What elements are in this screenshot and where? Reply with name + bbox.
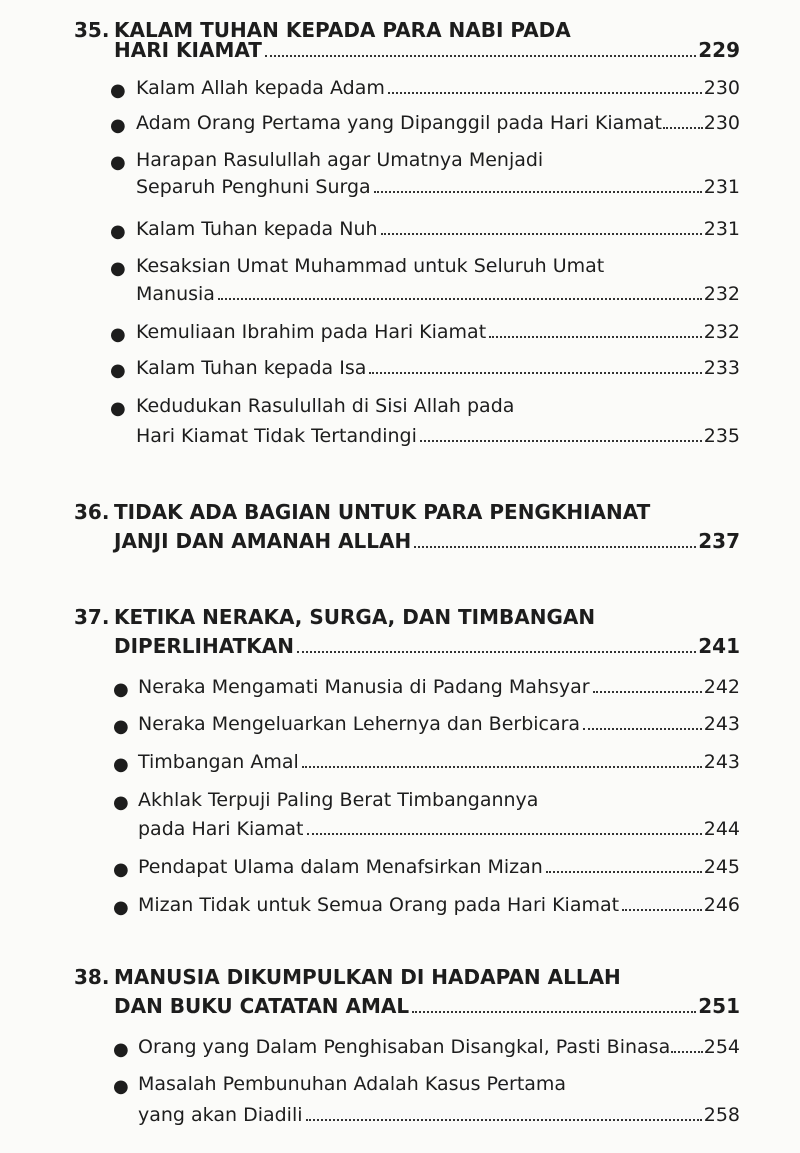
sub-entry: [136, 283, 740, 305]
chapter-number: 35.: [74, 18, 110, 42]
sub-entry-line: [136, 255, 604, 277]
dot-leader: [546, 871, 702, 873]
sub-entry-title: Kemuliaan Ibrahim pada Hari Kiamat: [136, 321, 487, 343]
dot-leader: [307, 833, 702, 835]
dot-leader: [388, 92, 702, 94]
chapter-title-line: [74, 605, 595, 629]
chapter-number: 37.: [74, 605, 110, 629]
sub-entry: [138, 1104, 740, 1126]
sub-entry: [138, 751, 740, 773]
sub-entry-line: [136, 395, 514, 417]
chapter-title: MANUSIA DIKUMPULKAN DI HADAPAN ALLAH: [114, 965, 621, 989]
dot-leader: [265, 55, 696, 57]
chapter-title-line-last: [114, 529, 740, 553]
bullet-icon: ●: [113, 679, 129, 700]
sub-entry-line: [138, 1073, 566, 1095]
sub-entry-page-number: 244: [703, 818, 740, 840]
sub-entry-page-number: 242: [703, 676, 740, 698]
dot-leader: [381, 233, 702, 235]
sub-entry-title: Neraka Mengamati Manusia di Padang Mahsyar: [138, 676, 590, 698]
chapter-title-line-last: [114, 38, 740, 62]
sub-entry-page-number: 231: [703, 218, 740, 240]
bullet-icon: ●: [113, 859, 129, 880]
bullet-icon: ●: [110, 258, 126, 279]
sub-entry-page-number: 254: [703, 1036, 740, 1058]
sub-entry: [136, 218, 740, 240]
sub-entry-title: Akhlak Terpuji Paling Berat Timbangannya: [138, 789, 539, 811]
sub-entry-title: Kedudukan Rasulullah di Sisi Allah pada: [136, 395, 515, 417]
sub-entry-title: Mizan Tidak untuk Semua Orang pada Hari Kiamat: [138, 894, 620, 916]
sub-entry-title: yang akan Diadili: [138, 1104, 303, 1126]
sub-entry-page-number: 243: [703, 713, 740, 735]
bullet-icon: ●: [110, 221, 126, 242]
chapter-title: HARI KIAMAT: [114, 38, 262, 62]
sub-entry-title: Kalam Tuhan kepada Isa: [136, 357, 367, 379]
bullet-icon: ●: [113, 754, 129, 775]
sub-entry-title: Adam Orang Pertama yang Dipanggil pada Hari Kiamat: [136, 112, 662, 134]
sub-entry: [136, 425, 740, 447]
sub-entry: [138, 894, 740, 916]
bullet-icon: ●: [113, 1076, 129, 1097]
dot-leader: [622, 909, 702, 911]
sub-entry-title: pada Hari Kiamat: [138, 818, 304, 840]
chapter-title: KETIKA NERAKA, SURGA, DAN TIMBANGAN: [114, 605, 596, 629]
chapter-title: DAN BUKU CATATAN AMAL: [114, 994, 410, 1018]
chapter-title-line-last: [114, 994, 740, 1018]
sub-entry-title: Masalah Pembunuhan Adalah Kasus Pertama: [138, 1073, 567, 1095]
dot-leader: [374, 191, 702, 193]
bullet-icon: ●: [113, 792, 129, 813]
chapter-title: KALAM TUHAN KEPADA PARA NABI PADA: [114, 18, 571, 42]
sub-entry-title: Orang yang Dalam Penghisaban Disangkal, Pasti Binasa: [138, 1036, 671, 1058]
sub-entry: [136, 321, 740, 343]
bullet-icon: ●: [110, 80, 126, 101]
sub-entry: [138, 1036, 740, 1058]
sub-entry: [138, 676, 740, 698]
sub-entry-page-number: 232: [703, 283, 740, 305]
sub-entry-line: [136, 149, 543, 171]
bullet-icon: ●: [110, 152, 126, 173]
sub-entry-title: Kalam Tuhan kepada Nuh: [136, 218, 378, 240]
sub-entry-title: Kalam Allah kepada Adam: [136, 77, 385, 99]
dot-leader: [420, 440, 702, 442]
sub-entry: [136, 77, 740, 99]
sub-entry-page-number: 231: [703, 176, 740, 198]
dot-leader: [218, 298, 702, 300]
sub-entry-line: [138, 789, 538, 811]
bullet-icon: ●: [110, 360, 126, 381]
bullet-icon: ●: [113, 716, 129, 737]
sub-entry-page-number: 246: [703, 894, 740, 916]
sub-entry-page-number: 230: [703, 112, 740, 134]
sub-entry-page-number: 230: [703, 77, 740, 99]
bullet-icon: ●: [110, 398, 126, 419]
bullet-icon: ●: [110, 324, 126, 345]
sub-entry-title: Hari Kiamat Tidak Tertandingi: [136, 425, 417, 447]
chapter-page-number: 241: [698, 634, 740, 658]
sub-entry-title: Manusia: [136, 283, 215, 305]
sub-entry-page-number: 232: [703, 321, 740, 343]
dot-leader: [489, 336, 702, 338]
dot-leader: [369, 372, 701, 374]
chapter-title-line: [74, 965, 621, 989]
chapter-title-line-last: [114, 634, 740, 658]
sub-entry-page-number: 235: [703, 425, 740, 447]
dot-leader: [302, 766, 702, 768]
sub-entry: [136, 176, 740, 198]
sub-entry-title: Harapan Rasulullah agar Umatnya Menjadi: [136, 149, 544, 171]
sub-entry-page-number: 243: [703, 751, 740, 773]
sub-entry: [136, 357, 740, 379]
sub-entry-title: Pendapat Ulama dalam Menafsirkan Mizan: [138, 856, 543, 878]
dot-leader: [414, 546, 696, 548]
chapter-number: 36.: [74, 500, 110, 524]
dot-leader: [663, 127, 703, 129]
chapter-page-number: 229: [698, 38, 740, 62]
chapter-title-line: [74, 500, 650, 524]
chapter-number: 38.: [74, 965, 110, 989]
sub-entry-title: Separuh Penghuni Surga: [136, 176, 371, 198]
sub-entry-title: Kesaksian Umat Muhammad untuk Seluruh Umat: [136, 255, 605, 277]
sub-entry-page-number: 233: [703, 357, 740, 379]
dot-leader: [306, 1119, 702, 1121]
chapter-title: JANJI DAN AMANAH ALLAH: [114, 529, 412, 553]
sub-entry: [138, 818, 740, 840]
bullet-icon: ●: [113, 897, 129, 918]
sub-entry: [138, 713, 740, 735]
sub-entry: [138, 856, 740, 878]
sub-entry: [136, 112, 740, 134]
dot-leader: [593, 691, 702, 693]
dot-leader: [671, 1051, 703, 1053]
sub-entry-title: Neraka Mengeluarkan Lehernya dan Berbicara: [138, 713, 581, 735]
bullet-icon: ●: [113, 1039, 129, 1060]
dot-leader: [412, 1011, 696, 1013]
chapter-title: DIPERLIHATKAN: [114, 634, 294, 658]
dot-leader: [297, 651, 696, 653]
sub-entry-title: Timbangan Amal: [138, 751, 299, 773]
bullet-icon: ●: [110, 115, 126, 136]
chapter-title: TIDAK ADA BAGIAN UNTUK PARA PENGKHIANAT: [114, 500, 651, 524]
sub-entry-page-number: 258: [703, 1104, 740, 1126]
chapter-page-number: 251: [698, 994, 740, 1018]
sub-entry-page-number: 245: [703, 856, 740, 878]
chapter-page-number: 237: [698, 529, 740, 553]
dot-leader: [583, 728, 702, 730]
